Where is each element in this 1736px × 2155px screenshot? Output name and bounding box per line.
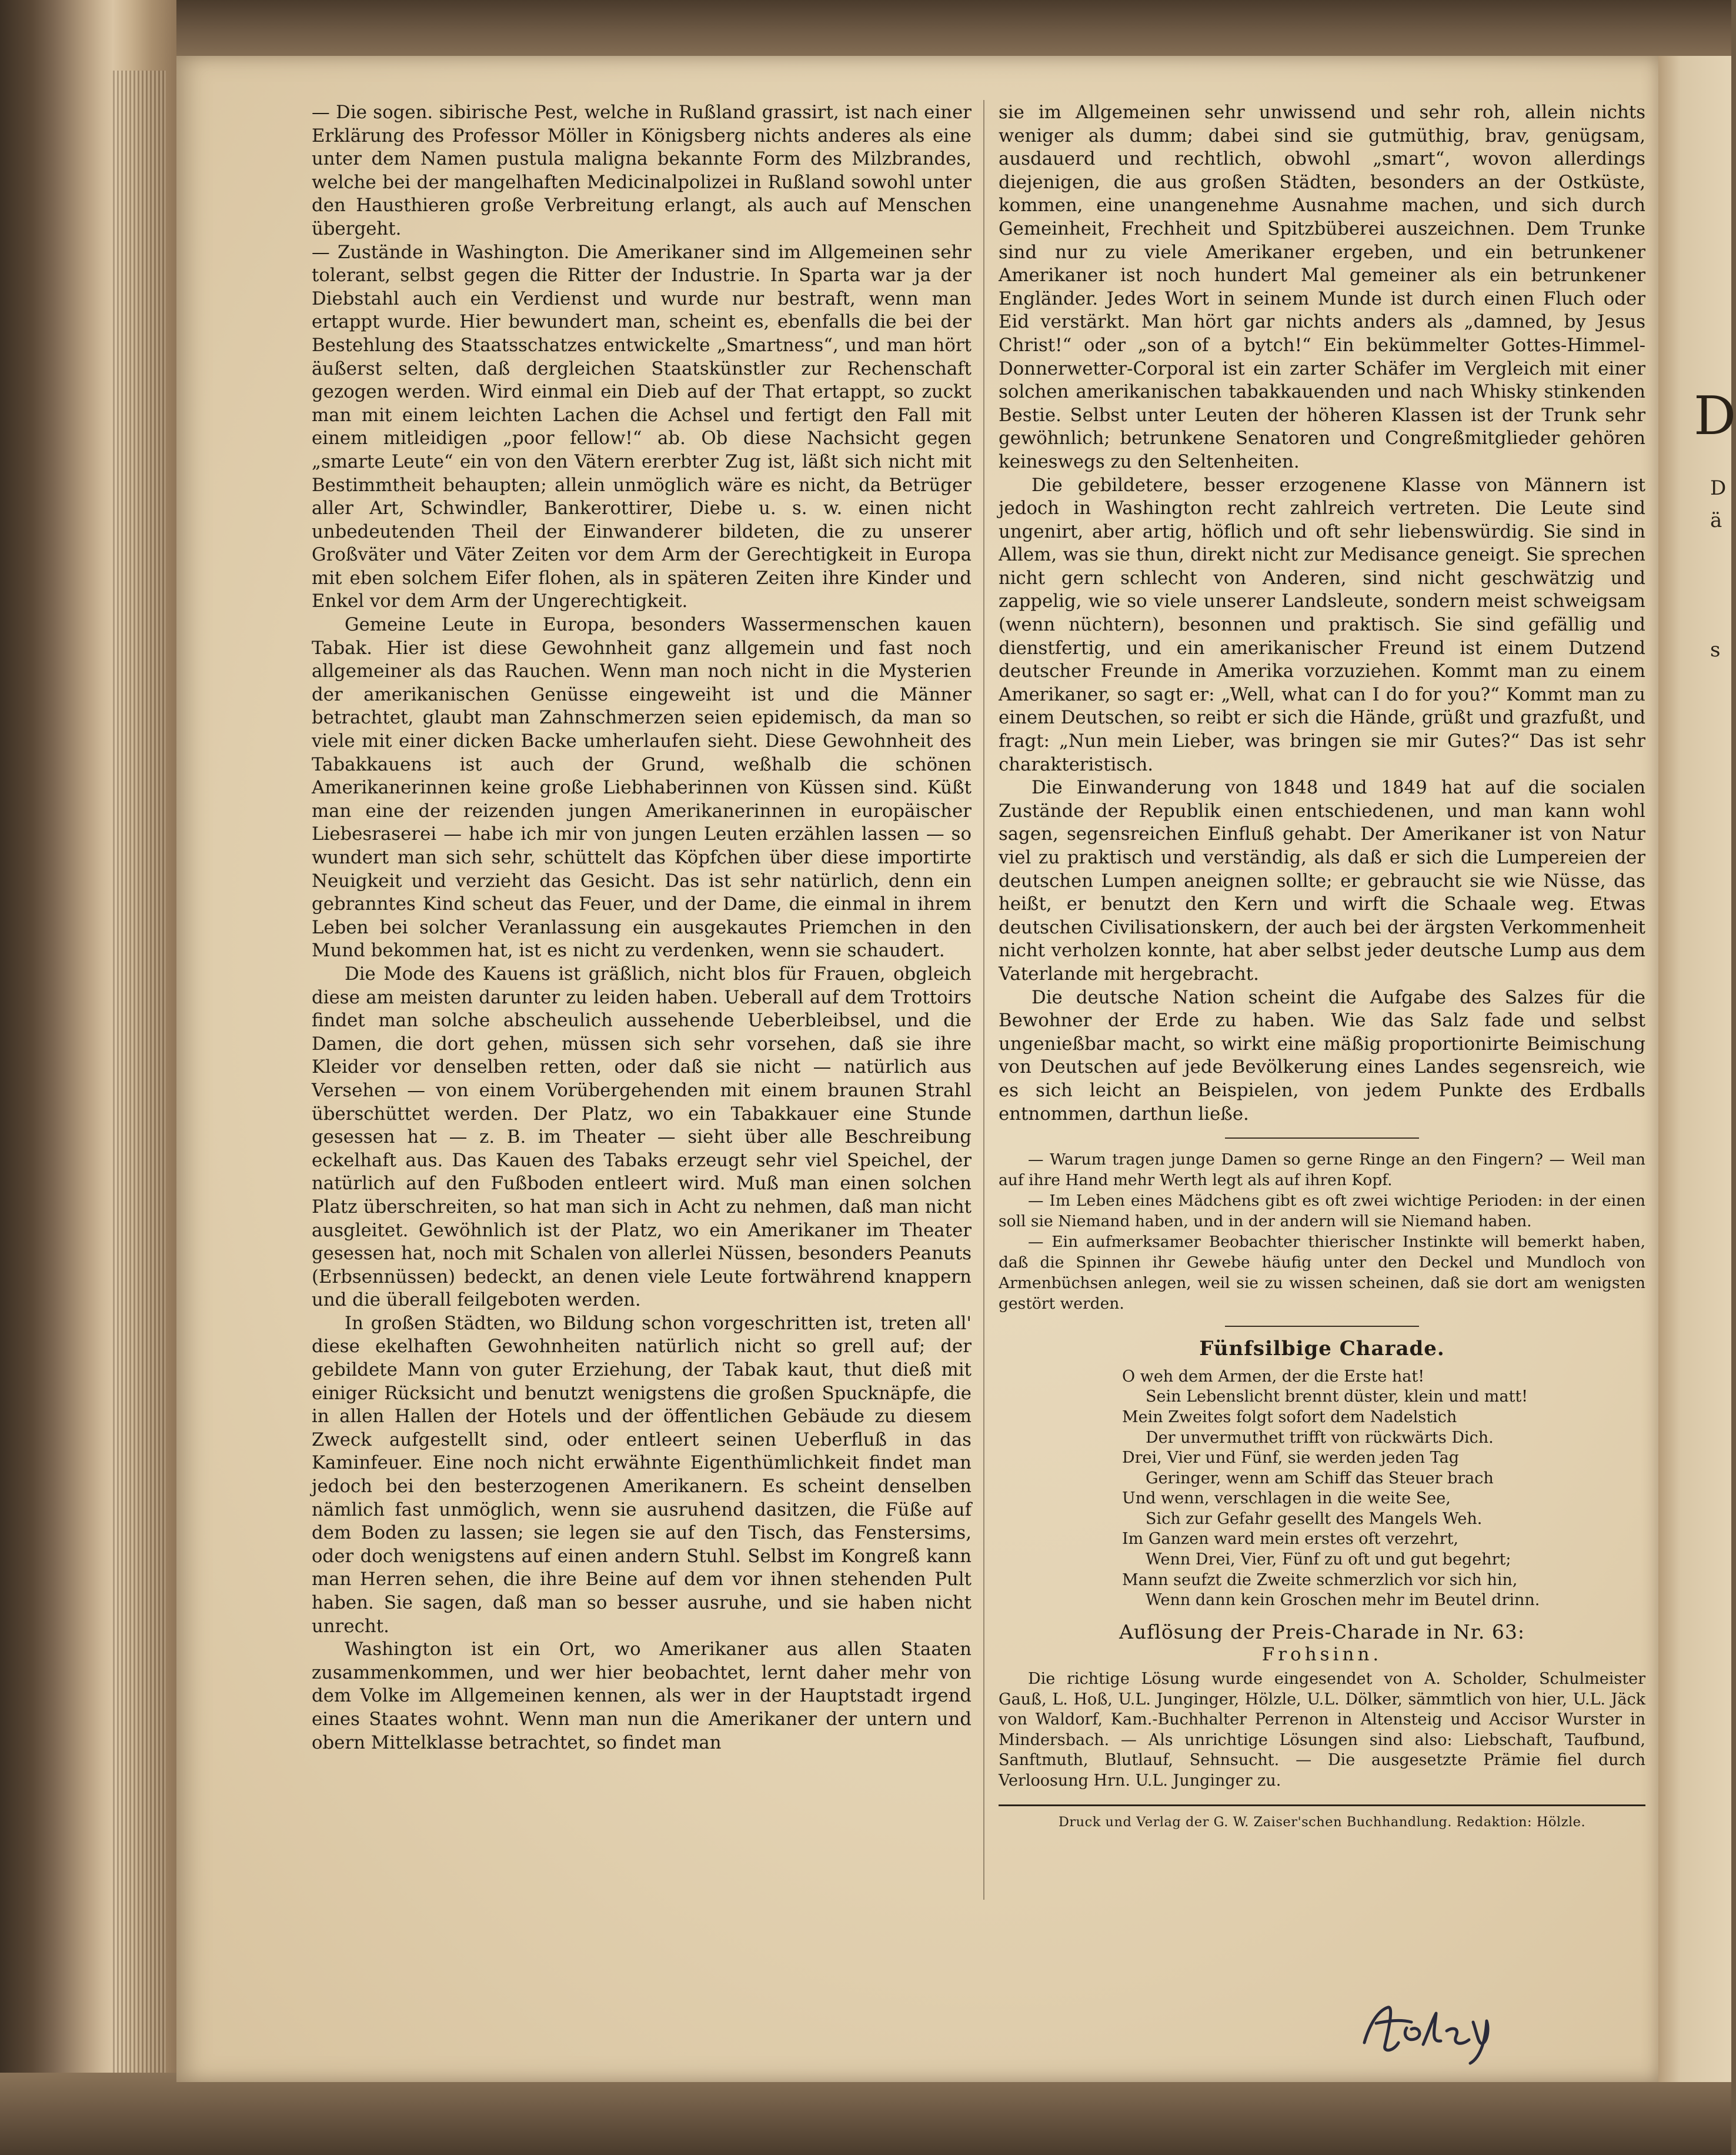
left-column [312,101,972,1754]
book-bottom-edge [0,2073,1731,2155]
poem-line: Sich zur Gefahr gesellt des Mangels Weh. [1146,1509,1483,1528]
adjacent-page [1658,56,1736,2082]
poem-line: Der unvermuthet trifft von rückwärts Dich. [1146,1428,1494,1447]
charade-poem [1122,1367,1645,1611]
poem-line: Sein Lebenslicht brennt düster, klein und matt! [1146,1387,1528,1406]
poem-line: Geringer, wenn am Schiff das Steuer brach [1146,1469,1494,1487]
poem-line: Drei, Vier und Fünf, sie werden jeden Tag [1122,1449,1459,1467]
article-paragraph: Washington ist ein Ort, wo Amerikaner aus allen Staaten zusammenkommen, und wer hier beobachtet, lernt daher mehr von dem Volke im Allgemeinen kennen, als wer in der Hauptstadt irgend eines Staates wohnt. Wenn man nun die Amerikaner der untern und obern Mittelklasse betrachtet, so findet man [312,1639,972,1753]
poem-line: Und wenn, verschlagen in die weite See, [1122,1489,1451,1508]
poem-line: Mann seufzt die Zweite schmerzlich vor sich hin, [1122,1570,1518,1589]
book-top-edge [0,0,1731,65]
poem-line: Im Ganzen ward mein erstes oft verzehrt, [1122,1530,1459,1549]
miscellany-notes [999,1149,1645,1314]
article-paragraph: sie im Allgemeinen sehr unwissend und sehr roh, allein nichts weniger als dumm; dabei sind sie gutmüthig, brav, genügsam, ausdauerd und rechtlich, obwohl „smart“, wovon allerdings diejenigen, die aus großen Städten, besonders an der Ostküste, kommen, eine unangenehme Ausnahme machen, und sich durch Gemeinheit, Frechheit und Spitzbüberei auszeichnen. Dem Trunke sind nur zu viele Amerikaner ergeben, und ein betrunkener Amerikaner ist noch hundert Mal gemeiner als ein betrunkener Engländer. Jedes Wort in seinem Munde ist durch einen Fluch oder Eid verstärkt. Man hört gar nichts anders als „damned, by Jesus Christ!“ oder „son of a bytch!“ Ein bekümmelter Gottes-Himmel-Donnerwetter-Corporal ist ein zarter Schäfer im Vergleich mit einer solchen amerikanischen tabakkauenden und nach Whisky stinkenden Bestie. Selbst unter Leuten der höheren Klassen ist der Trunk sehr gewöhnlich; betrunkene Senatoren und Congreßmitglieder gehören keineswegs zu den Seltenheiten. [999,102,1645,472]
solution-title: Auflösung der Preis-Charade in Nr. 63: [1119,1620,1525,1643]
signature-icon [1353,1987,1505,2069]
adjacent-page-fragment: ä [1710,509,1722,532]
solution-text [999,1669,1645,1792]
poem-line: Wenn dann kein Groschen mehr im Beutel drinn. [1146,1591,1540,1610]
article-paragraph: Die deutsche Nation scheint die Aufgabe des Salzes für die Bewohner der Erde zu haben. Wie das Salz fade und selbst ungenießbar macht, so wirkt eine mäßig proportionirte Beimischung von Deutschen auf jede Bevölkerung eines Landes segensreich, wie es sich leicht an Beispielen, von jedem Punkte des Erdballs entnommen, darthun ließe. [999,986,1645,1125]
adjacent-page-fragment: s [1710,638,1721,662]
section-rule [1225,1137,1419,1139]
note-item: — Ein aufmerksamer Beobachter thierischer Instinkte will bemerkt haben, daß die Spinnen ihr Gewebe häufig unter den Deckel und Mundloch von Armenbüchsen anlegen, weil sie zu wissen scheinen, daß sie dort am wenigsten gestört werden. [999,1233,1645,1313]
solution-paragraph: Die richtige Lösung wurde eingesendet von A. Scholder, Schulmeister Gauß, L. Hoß, U.L. Junginger, Hölzle, U.L. Dölker, sämmtlich von hier, U.L. Jäck von Waldorf, Kam.-Buchhalter Perrenon in Altensteig und Accisor Wurster in Mindersbach. — Als unrichtige Lösungen sind also: Liebschaft, Taufbund, Sanftmuth, Blutlauf, Sehnsucht. — Die ausgesetzte Prämie fiel durch Verloosung Hrn. U.L. Junginger zu. [999,1670,1645,1790]
article-paragraph: Die Mode des Kauens ist gräßlich, nicht blos für Frauen, obgleich diese am meisten darunter zu leiden haben. Ueberall auf dem Trottoirs findet man solche abscheulich aussehende Ueberbleibsel, und die Damen, die dort gehen, müssen sich sehr vorsehen, daß sie ihre Kleider vor denselben retten, oder daß sie nicht — natürlich aus Versehen — von einem Vorübergehenden mit einem braunen Strahl überschüttet werden. Der Platz, wo ein Tabakkauer eine Stunde gesessen hat — z. B. im Theater — sieht über alle Beschreibung eckelhaft aus. Das Kauen des Tabaks erzeugt sehr viel Speichel, der natürlich auf den Fußboden entleert wird. Muß man einen solchen Platz überschreiten, so hat man sich in Acht zu nehmen, daß man nicht ausgleitet. Gewöhnlich ist der Platz, wo ein Amerikaner im Theater gesessen hat, noch mit Schalen von allerlei Nüssen, besonders Peanuts (Erbsennüssen) bedeckt, an denen viele Leute fortwährend knappern und die überall feilgeboten werden. [312,963,972,1311]
adjacent-page-fragment: D [1694,385,1736,447]
article-paragraph: Die gebildetere, besser erzogenene Klasse von Männern ist jedoch in Washington recht zahlreich vertreten. Die Leute sind ungenirt, aber artig, höflich und oft sehr liebenswürdig. Sie sind in Allem, was sie thun, direkt nicht zur Medisance geneigt. Sie sprechen nicht gern schlecht von Anderen, sind nicht geschwätzig und zappelig, wie so viele unserer Landsleute, sondern meist schweigsam (wenn nüchtern), besonnen und praktisch. Sie sind gefällig und dienstfertig, und ein amerikanischer Freund ist einem Dutzend deutscher Freunde in Amerika vorzuziehen. Kommt man zu einem Amerikaner, so sagt er: „Well, what can I do for you?“ Kommt man zu einem Deutschen, so reibt er sich die Hände, grüßt und grazfußt, und fragt: „Nun mein Lieber, was bringen sie mir Gutes?“ Das ist sehr charakteristisch. [999,474,1645,775]
section-rule [1225,1326,1419,1327]
poem-line: Wenn Drei, Vier, Fünf zu oft und gut begehrt; [1146,1550,1511,1569]
article-paragraph: — Zustände in Washington. Die Amerikaner sind im Allgemeinen sehr tolerant, selbst gegen die Ritter der Industrie. In Sparta war ja der Diebstahl auch ein Verdienst und wurde nur bestraft, wenn man ertappt wurde. Hier bewundert man, scheint es, ebenfalls die bei der Bestehlung des Staatsschatzes entwickelte „Smartness“, und man hört äußerst selten, daß dergleichen Staatskünstler zur Rechenschaft gezogen werden. Wird einmal ein Dieb auf der That ertappt, so zuckt man mit einem leichten Lachen die Achsel und fertigt den Fall mit einem mitleidigen „poor fellow!“ ab. Ob diese Nachsicht gegen „smarte Leute“ ein von den Vätern ererbter Zug ist, läßt sich nicht mit Bestimmtheit behaupten; allein unmöglich wäre es nicht, da Betrüger aller Art, Schwindler, Bankerottirer, Diebe u. s. w. einen nicht unbedeutenden Theil der Einwanderer bildeten, die zu unserer Großväter und Väter Zeiten vor dem Arm der Gerechtigkeit in Europa mit eben solchem Eifer flohen, als in späteren Zeiten ihre Kinder und Enkel vor dem Arm der Ungerechtigkeit. [312,241,972,612]
note-item: — Im Leben eines Mädchens gibt es oft zwei wichtige Perioden: in der einen soll sie Niemand haben, und in der andern will sie Niemand haben. [999,1192,1645,1231]
column-divider [983,100,984,1900]
adjacent-page-fragment: D [1710,476,1727,500]
article-paragraph: Gemeine Leute in Europa, besonders Wassermenschen kauen Tabak. Hier ist diese Gewohnheit ganz allgemein und fast noch allgemeiner als das Rauchen. Wenn man noch nicht in die Mysterien der amerikanischen Genüsse eingeweiht ist und die Männer betrachtet, glaubt man Zahnschmerzen seien epidemisch, da man so viele mit einer dicken Backe umherlaufen sieht. Diese Gewohnheit des Tabakkauens ist auch der Grund, weßhalb die schönen Amerikanerinnen keine große Liebhaberinnen von Küssen sind. Küßt man eine der reizenden jungen Amerikanerinnen in europäischer Liebesraserei — habe ich mir von jungen Leuten erzählen lassen — so wundert man sich sehr, schüttelt das Köpfchen über diese importirte Neuigkeit und verzieht das Gesicht. Das ist sehr natürlich, denn ein gebranntes Kind scheut das Feuer, und der Dame, die einmal in ihrem Leben bei solcher Veranlassung ein ausgekautes Priemchen in den Mund bekommen hat, ist es nicht zu verdenken, wenn sie schaudert. [312,614,972,962]
imprint-rule [999,1804,1645,1806]
poem-line: Mein Zweites folgt sofort dem Nadelstich [1122,1407,1457,1426]
poem-line: O weh dem Armen, der die Erste hat! [1122,1367,1425,1386]
article-paragraph: Die Einwanderung von 1848 und 1849 hat auf die socialen Zustände der Republik einen entschiedenen, und man kann wohl sagen, segensreichen Einfluß gehabt. Der Amerikaner ist von Natur viel zu praktisch und verständig, als daß er sich die Lumpereien der deutschen Lumpen aneignen sollte; er gebraucht sie wie Nüsse, das heißt, er benutzt den Kern und wirft die Schaale weg. Etwas deutschen Civilisationskern, der auch bei der ärgsten Verkommenheit nicht verholzen konnte, hat aber selbst jeder deutsche Lump aus dem Vaterlande mit hergebracht. [999,777,1645,985]
article-paragraph: In großen Städten, wo Bildung schon vorgeschritten ist, treten all' diese ekelhaften Gewohnheiten natürlich nicht so grell auf; der gebildete Mann von guter Erziehung, der Tabak kaut, thut dieß mit einiger Rücksicht und benutzt wenigstens die großen Spucknäpfe, die in allen Hallen der Hotels und der öffentlichen Gebäude zu diesem Zweck aufgestellt sind, oder entleert seinen Ueberfluß in das Kaminfeuer. Eine noch nicht erwähnte Eigenthümlichkeit findet man jedoch bei den besterzogenen Amerikanern. Es scheint denselben nämlich fast unmöglich, wenn sie ausruhend dasitzen, die Füße auf dem Boden zu lassen; sie legen sie auf den Tisch, das Fenstersims, oder doch wenigstens auf einen andern Stuhl. Selbst im Kongreß kann man Herren sehen, die ihre Beine auf dem vor ihnen stehenden Pult haben. Sie sagen, daß man so besser ausruhe, und sie haben nicht unrecht. [312,1312,972,1637]
imprint-line: Druck und Verlag der G. W. Zaiser'schen Buchhandlung. Redaktion: Hölzle. [1058,1814,1586,1830]
book-binding [0,0,176,2155]
solution-word: Frohsinn. [1261,1644,1383,1666]
charade-title: Fünfsilbige Charade. [1199,1337,1445,1361]
article-paragraph: — Die sogen. sibirische Pest, welche in Rußland grassirt, ist nach einer Erklärung des Professor Möller in Königsberg nichts anderes als eine unter dem Namen pustula maligna bekannte Form des Milzbrandes, welche bei der mangelhaften Medicinalpolizei in Rußland sowohl unter den Hausthieren große Verbreitung erlangt, als auch auf Menschen übergeht. [312,102,972,239]
right-column [999,101,1645,1834]
note-item: — Warum tragen junge Damen so gerne Ringe an den Fingern? — Weil man auf ihre Hand mehr Werth legt als auf ihren Kopf. [999,1150,1645,1190]
handwritten-signature [1353,1987,1505,2071]
page-stack-edges [113,71,166,2079]
